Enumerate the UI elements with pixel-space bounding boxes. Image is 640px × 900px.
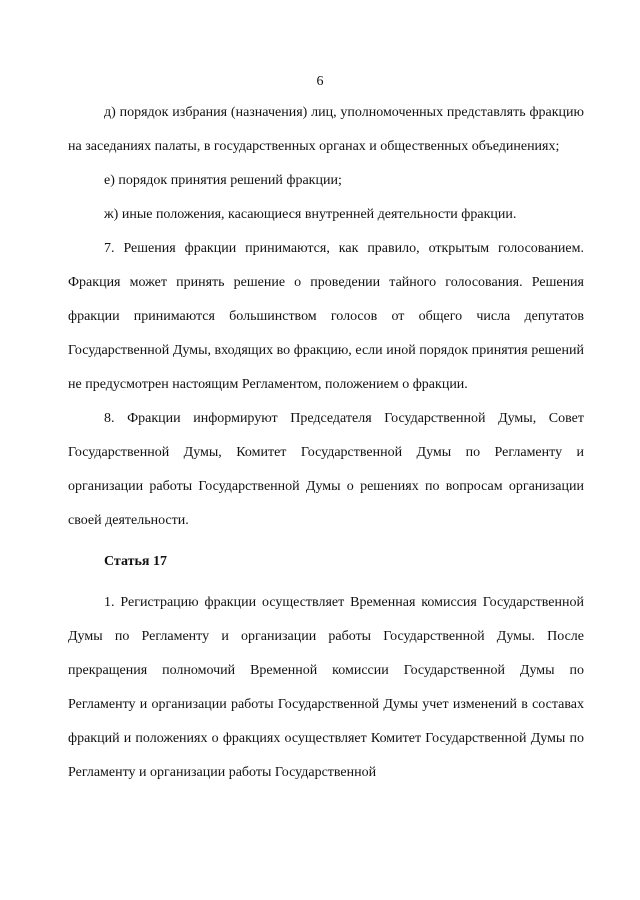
spacer (68, 538, 584, 545)
spacer (68, 579, 584, 586)
paragraph-17-1: 1. Регистрацию фракции осуществляет Временная комиссия Государственной Думы по Регламенту и организации работы Государственной Думы. После прекращения полномочий Временной комиссии Государственной Думы по Регламенту и организации работы Государственной Думы учет изменений в составах фракций и положениях о фракциях осуществляет Комитет Государственной Думы по Регламенту и организации работы Государственной (68, 595, 584, 780)
paragraph-7: 7. Решения фракции принимаются, как правило, открытым голосованием. Фракция может принять решение о проведении тайного голосования. Решения фракции принимаются большинством голосов от общего числа депутатов Государственной Думы, входящих во фракцию, если иной порядок принятия решений не предусмотрен настоящим Регламентом, положением о фракции. (68, 241, 584, 392)
paragraph-e: е) порядок принятия решений фракции; (104, 173, 342, 188)
document-body (68, 96, 584, 790)
paragraph-d: д) порядок избрания (назначения) лиц, уполномоченных представлять фракцию на заседаниях палаты, в государственных органах и общественных объединениях; (68, 105, 584, 154)
page-number: 6 (316, 74, 324, 89)
paragraph-zh: ж) иные положения, касающиеся внутренней деятельности фракции. (104, 207, 517, 222)
paragraph-8: 8. Фракции информируют Председателя Государственной Думы, Совет Государственной Думы, Комитет Государственной Думы по Регламенту и организации работы Государственной Думы о решениях по вопросам организации своей деятельности. (68, 411, 584, 528)
article-heading: Статья 17 (104, 554, 167, 569)
